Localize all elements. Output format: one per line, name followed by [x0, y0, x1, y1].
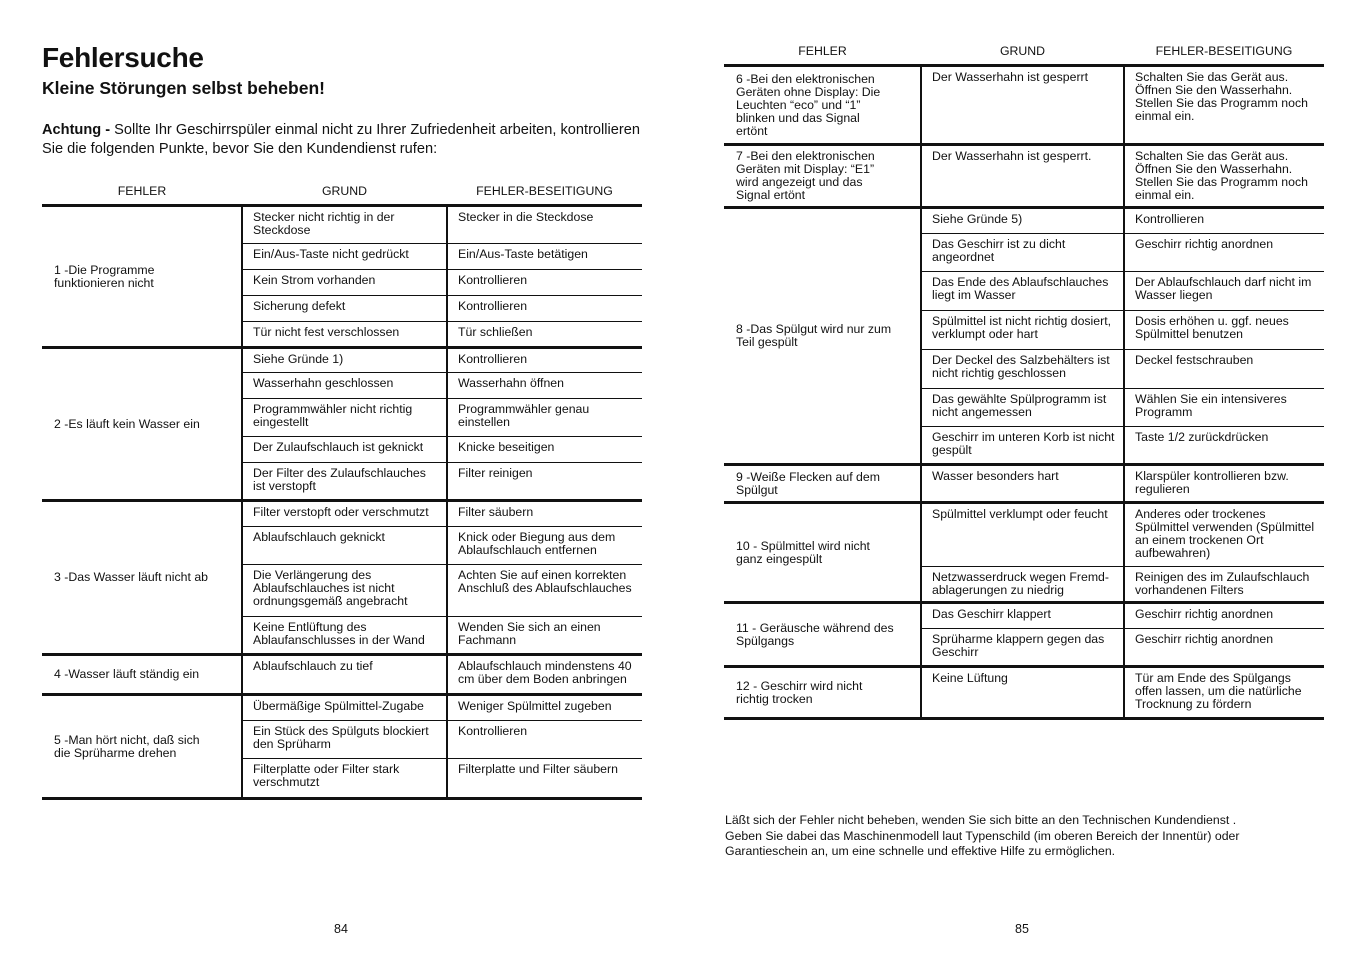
fault-cause: Sprüharme klappern gegen das Geschirr — [921, 629, 1124, 667]
fault-cause: Das Geschirr ist zu dicht angeordnet — [921, 234, 1124, 272]
fault-cause: Geschirr im unteren Korb ist nicht gespült — [921, 427, 1124, 465]
table-row — [42, 695, 642, 721]
fault-cause: Programmwähler nicht richtig eingestellt — [242, 399, 447, 437]
fault-cause: Das gewählte Spülprogramm ist nicht angemessen — [921, 389, 1124, 427]
fault-remedy: Reinigen des im Zulaufschlauch vorhandenen Filters — [1124, 567, 1324, 603]
table-body — [724, 66, 1324, 719]
table-row — [42, 655, 642, 695]
fault-cause: Siehe Gründe 1) — [242, 348, 447, 373]
table-row — [42, 501, 642, 527]
fault-description: 4 -Wasser läuft ständig ein — [42, 655, 242, 695]
header-grund: GRUND — [242, 184, 447, 206]
fault-description: 11 - Geräusche während des Spülgangs — [724, 603, 921, 667]
fault-remedy: Taste 1/2 zurückdrücken — [1124, 427, 1324, 465]
fault-remedy: Weniger Spülmittel zugeben — [447, 695, 642, 721]
fault-remedy: Wählen Sie ein intensiveres Programm — [1124, 389, 1324, 427]
table-header-row — [724, 44, 1324, 66]
table-row — [724, 603, 1324, 629]
fault-remedy: Der Ablaufschlauch darf nicht im Wasser liegen — [1124, 272, 1324, 311]
table-body — [42, 206, 642, 799]
fault-description: 3 -Das Wasser läuft nicht ab — [42, 501, 242, 655]
header-beseitigung: FEHLER-BESEITIGUNG — [447, 184, 642, 206]
fault-remedy: Dosis erhöhen u. ggf. neues Spülmittel benutzen — [1124, 311, 1324, 350]
fault-remedy: Schalten Sie das Gerät aus. Öffnen Sie den Wasserhahn. Stellen Sie das Programm noch einmal ein. — [1124, 66, 1324, 145]
fault-remedy: Achten Sie auf einen korrekten Anschluß des Ablaufschlauches — [447, 565, 642, 617]
fault-cause: Stecker nicht richtig in der Steckdose — [242, 206, 447, 244]
fault-cause: Filterplatte oder Filter stark verschmutzt — [242, 759, 447, 799]
fault-cause: Der Deckel des Salzbehälters ist nicht richtig geschlossen — [921, 350, 1124, 389]
fault-remedy: Deckel festschrauben — [1124, 350, 1324, 389]
fault-cause: Spülmittel ist nicht richtig dosiert, verklumpt oder hart — [921, 311, 1124, 350]
intro-paragraph — [42, 121, 640, 159]
fault-cause: Tür nicht fest verschlossen — [242, 322, 447, 348]
fault-cause: Spülmittel verklumpt oder feucht — [921, 503, 1124, 567]
fault-remedy: Filter reinigen — [447, 463, 642, 501]
fault-remedy: Schalten Sie das Gerät aus. Öffnen Sie den Wasserhahn. Stellen Sie das Programm noch einmal ein. — [1124, 145, 1324, 208]
fault-remedy: Tür am Ende des Spülgangs offen lassen, um die natürliche Trocknung zu fördern — [1124, 667, 1324, 719]
fault-cause: Netzwasserdruck wegen Fremd-ablagerungen zu niedrig — [921, 567, 1124, 603]
fault-remedy: Knick oder Biegung aus dem Ablaufschlauch entfernen — [447, 527, 642, 565]
fault-description: 6 -Bei den elektronischen Geräten ohne Display: Die Leuchten “eco” und “1” blinken und das Signal ertönt — [724, 66, 921, 145]
fault-cause: Sicherung defekt — [242, 296, 447, 322]
header-grund: GRUND — [921, 44, 1124, 66]
fault-remedy: Ablaufschlauch mindenstens 40 cm über dem Boden anbringen — [447, 655, 642, 695]
fault-cause: Filter verstopft oder verschmutzt — [242, 501, 447, 527]
fault-description: 5 -Man hört nicht, daß sich die Sprüharme drehen — [42, 695, 242, 799]
fault-remedy: Kontrollieren — [447, 270, 642, 296]
fault-description: 7 -Bei den elektronischen Geräten mit Display: “E1” wird angezeigt und das Signal ertönt — [724, 145, 921, 208]
table-row — [42, 348, 642, 373]
fault-cause: Der Wasserhahn ist gesperrt — [921, 66, 1124, 145]
page-title: Fehlersuche — [42, 42, 204, 73]
fault-remedy: Tür schließen — [447, 322, 642, 348]
troubleshooting-table-right — [724, 44, 1324, 720]
fault-remedy: Wasserhahn öffnen — [447, 373, 642, 399]
fault-cause: Übermäßige Spülmittel-Zugabe — [242, 695, 447, 721]
table-row — [724, 465, 1324, 503]
fault-description: 12 - Geschirr wird nicht richtig trocken — [724, 667, 921, 719]
fault-remedy: Kontrollieren — [447, 296, 642, 322]
fault-cause: Keine Entlüftung des Ablaufanschlusses in der Wand — [242, 617, 447, 655]
fault-cause: Der Zulaufschlauch ist geknickt — [242, 437, 447, 463]
fault-cause: Ein Stück des Spülguts blockiert den Sprüharm — [242, 721, 447, 759]
fault-remedy: Filter säubern — [447, 501, 642, 527]
fault-remedy: Kontrollieren — [447, 348, 642, 373]
fault-remedy: Geschirr richtig anordnen — [1124, 234, 1324, 272]
fault-remedy: Geschirr richtig anordnen — [1124, 603, 1324, 629]
fault-remedy: Stecker in die Steckdose — [447, 206, 642, 244]
table-row — [724, 66, 1324, 145]
fault-cause: Keine Lüftung — [921, 667, 1124, 719]
table-header-row — [42, 184, 642, 206]
intro-text: Sollte Ihr Geschirrspüler einmal nicht zu Ihrer Zufriedenheit arbeiten, kontrollieren Sie die folgenden Punkte, bevor Sie den Kundendienst rufen: — [42, 122, 640, 157]
fault-cause: Der Wasserhahn ist gesperrt. — [921, 145, 1124, 208]
header-fehler: FEHLER — [724, 44, 921, 66]
fault-remedy: Wenden Sie sich an einen Fachmann — [447, 617, 642, 655]
fault-description: 9 -Weiße Flecken auf dem Spülgut — [724, 465, 921, 503]
fault-description: 10 - Spülmittel wird nicht ganz eingespült — [724, 503, 921, 603]
fault-remedy: Knicke beseitigen — [447, 437, 642, 463]
intro-warning-label: Achtung - — [42, 122, 111, 138]
page-number: 85 — [1015, 922, 1029, 936]
fault-cause: Ablaufschlauch geknickt — [242, 527, 447, 565]
fault-cause: Wasser besonders hart — [921, 465, 1124, 503]
fault-cause: Ein/Aus-Taste nicht gedrückt — [242, 244, 447, 270]
page-subtitle: Kleine Störungen selbst beheben! — [42, 78, 325, 98]
fault-remedy: Programmwähler genau einstellen — [447, 399, 642, 437]
fault-cause: Die Verlängerung des Ablaufschlauches ist nicht ordnungsgemäß angebracht — [242, 565, 447, 617]
fault-cause: Der Filter des Zulaufschlauches ist verstopft — [242, 463, 447, 501]
fault-description: 8 -Das Spülgut wird nur zum Teil gespült — [724, 208, 921, 465]
fault-cause: Kein Strom vorhanden — [242, 270, 447, 296]
fault-cause: Das Geschirr klappert — [921, 603, 1124, 629]
table-row — [724, 145, 1324, 208]
fault-remedy: Filterplatte und Filter säubern — [447, 759, 642, 799]
fault-cause: Das Ende des Ablaufschlauches liegt im Wasser — [921, 272, 1124, 311]
fault-remedy: Klarspüler kontrollieren bzw. regulieren — [1124, 465, 1324, 503]
header-beseitigung: FEHLER-BESEITIGUNG — [1124, 44, 1324, 66]
table-row — [724, 208, 1324, 234]
fault-cause: Wasserhahn geschlossen — [242, 373, 447, 399]
fault-cause: Ablaufschlauch zu tief — [242, 655, 447, 695]
table-row — [724, 667, 1324, 719]
fault-cause: Siehe Gründe 5) — [921, 208, 1124, 234]
fault-remedy: Kontrollieren — [447, 721, 642, 759]
table-row — [42, 206, 642, 244]
footer-note: Läßt sich der Fehler nicht beheben, wenden Sie sich bitte an den Technischen Kundendienst . Geben Sie dabei das Maschinenmodell laut Typenschild (im oberen Bereich der Innentür) oder Garantieschein an, um eine schnelle und effektive Hilfe zu ermöglichen. — [725, 813, 1240, 858]
table-row — [724, 503, 1324, 567]
fault-remedy: Geschirr richtig anordnen — [1124, 629, 1324, 667]
fault-remedy: Kontrollieren — [1124, 208, 1324, 234]
fault-description: 1 -Die Programme funktionieren nicht — [42, 206, 242, 348]
troubleshooting-table-left — [42, 184, 642, 800]
header-fehler: FEHLER — [42, 184, 242, 206]
page-number: 84 — [334, 922, 348, 936]
fault-description: 2 -Es läuft kein Wasser ein — [42, 348, 242, 501]
fault-remedy: Ein/Aus-Taste betätigen — [447, 244, 642, 270]
fault-remedy: Anderes oder trockenes Spülmittel verwenden (Spülmittel an einem trockenen Ort aufbewahren) — [1124, 503, 1324, 567]
